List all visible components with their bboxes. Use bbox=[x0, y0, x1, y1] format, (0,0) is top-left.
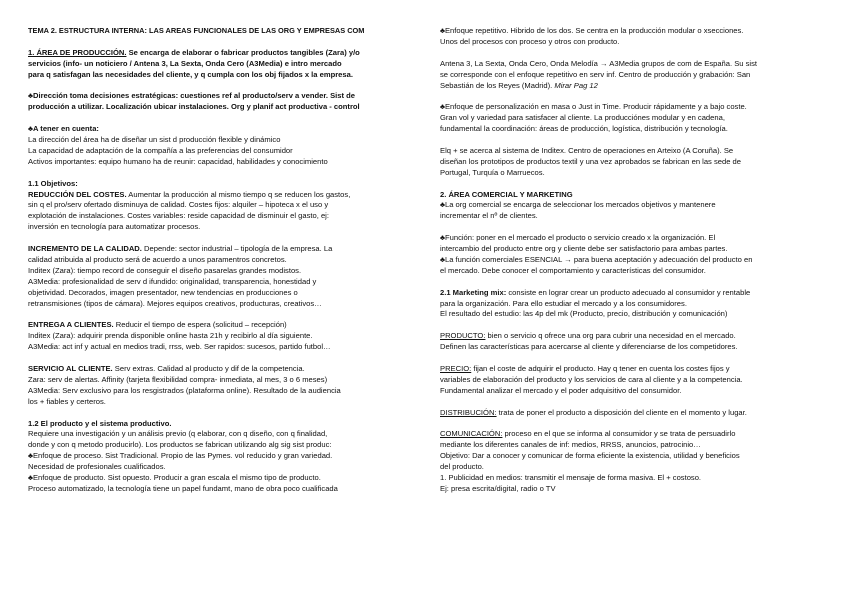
text-line: del producto. bbox=[440, 462, 484, 472]
section-heading-produccion: 1. ÁREA DE PRODUCCIÓN. bbox=[28, 47, 127, 57]
text-line: Portugal, Turquía o Marruecos. bbox=[440, 167, 545, 177]
text-line: ♣Enfoque repetitivo. Hibrido de los dos. Se centra en la producción modular o xsecciones. bbox=[440, 26, 744, 35]
section-produccion-line: 1. ÁREA DE PRODUCCIÓN. Se encarga de elaborar o fabricar productos tangibles (Zara) y/o bbox=[28, 47, 360, 57]
subsection-heading-marketing-mix: 2.1 Marketing mix: bbox=[440, 287, 507, 297]
text-line: Inditex (Zara): adquirir prenda disponible online hasta 21h y recibirlo al día siguiente. bbox=[28, 331, 313, 341]
objetivo-calidad-line: INCREMENTO DE LA CALIDAD. Depende: sector industrial – tipología de la empresa. La bbox=[28, 244, 333, 254]
text-line: ♣Enfoque de proceso. Sist Tradicional. Propio de las Pymes. vol reducido y gran variedad. bbox=[28, 451, 333, 461]
subsection-heading-objetivos: 1.1 Objetivos: bbox=[28, 178, 78, 188]
text-line: Proceso automatizado, la tecnología tiene un papel fundamt, mano de obra poco cualificada bbox=[28, 483, 338, 493]
text-line: ♣Dirección toma decisiones estratégicas: cuestiones ref al producto/serv a vender. Sist de bbox=[28, 91, 355, 101]
document-title: TEMA 2. ESTRUCTURA INTERNA: LAS AREAS FUNCIONALES DE LAS ORG Y EMPRESAS COM bbox=[28, 26, 365, 35]
term-distribucion: DISTRIBUCIÓN: bbox=[440, 407, 497, 417]
text-line: Elq + se acerca al sistema de Inditex. Centro de operaciones en Arteixo (A Coruña). Se bbox=[440, 145, 734, 155]
objetivo-servicio-line: SERVICIO AL CLIENTE. Serv extras. Calidad al producto y dif de la competencia. bbox=[28, 363, 305, 373]
text-line: ♣La org comercial se encarga de seleccionar los mercados objetivos y mantenere bbox=[440, 200, 716, 210]
text-line: ♣Función: poner en el mercado el producto o servicio creado x la organización. El bbox=[440, 233, 716, 243]
text-line: ♣A tener en cuenta: bbox=[28, 124, 99, 134]
text-line: Ej: presa escrita/digital, radio o TV bbox=[440, 483, 556, 493]
text-line: Activos importantes: equipo humano ha de reunir: capacidad, habilidades y conocimiento bbox=[28, 156, 328, 166]
text-line: diseñan los prototipos de productos textil y una vez aprobados se fabrican en las sede de bbox=[440, 156, 741, 166]
text-line: mediante los diferentes canales de inf: medios, RRSS, anuncios, patrocinio… bbox=[440, 440, 701, 450]
text-line: para q satisfagan las necesidades del cliente, y q cumpla con los obj fijados x la empresa. bbox=[28, 69, 353, 79]
text-line: ♣Enfoque de producto. Sist opuesto. Producir a gran escala el mismo tipo de producto. bbox=[28, 473, 321, 483]
term-precio: PRECIO: bbox=[440, 363, 472, 373]
text-line: para la organización. Para ello estudiar el mercado y a los consumidores. bbox=[440, 298, 687, 308]
section-heading-comercial: 2. ÁREA COMERCIAL Y MARKETING bbox=[440, 189, 573, 199]
text-line: los + fiables y certeros. bbox=[28, 396, 106, 406]
text-line: Zara: serv de alertas. Affinity (tarjeta flexibilidad compra- inmediata, al mes, 3 o 6 meses) bbox=[28, 374, 328, 384]
text-line: se corresponde con el enfoque repetitivo en serv inf. Centro de producción y grabación: San bbox=[440, 69, 751, 79]
right-column bbox=[440, 26, 826, 495]
precio-line: PRECIO: fijan el coste de adquirir el producto. Hay q tener en cuenta los costes fijos y bbox=[440, 363, 730, 373]
text-line: variables de elaboración del producto y los servicios de cara al cliente y a la competencia. bbox=[440, 374, 743, 384]
page-reference: Mirar Pag 12 bbox=[554, 80, 598, 90]
text-line: Fundamental analizar el mercado y el poder adquisitivo del consumidor. bbox=[440, 385, 682, 395]
term-comunicacion: COMUNICACIÓN: bbox=[440, 429, 503, 439]
term-producto: PRODUCTO: bbox=[440, 331, 486, 341]
producto-line: PRODUCTO: bien o servicio q ofrece una org para cubrir una necesidad en el mercado. bbox=[440, 331, 736, 341]
text-line: Antena 3, La Sexta, Onda Cero, Onda Melodía → A3Media grupos de com de España. Su sist bbox=[440, 58, 758, 68]
subsection-heading-producto: 1.2 El producto y el sistema productivo. bbox=[28, 418, 172, 428]
left-column bbox=[28, 26, 422, 495]
text-line: el mercado. Debe conocer el comportamiento y características del consumidor. bbox=[440, 265, 706, 275]
text-line: Gran vol y variedad para satisfacer al cliente. La producciónes modular y en cadena, bbox=[440, 113, 725, 123]
text-line: retransmisiones (tipos de cámara). Mejores equipos creativos, producturas, creativos… bbox=[28, 298, 322, 308]
text-line: Necesidad de profesionales cualificados. bbox=[28, 462, 166, 472]
text-line: Inditex (Zara): tiempo record de conseguir el diseño pasarelas grandes modistos. bbox=[28, 265, 302, 275]
comunicacion-line: COMUNICACIÓN: proceso en el que se informa al consumidor y se trata de persuadirlo bbox=[440, 429, 736, 439]
text-line: A3Media: profesionalidad de serv d ifundido: originalidad, transparencia, honestidad y bbox=[28, 276, 317, 286]
text-line: ♣Enfoque de personalización en masa o Just in Time. Producir rápidamente y a bajo coste. bbox=[440, 102, 747, 112]
text-line: Sebastián de los Reyes (Madrid). Mirar Pag 12 bbox=[440, 80, 598, 90]
text-line: La dirección del área ha de diseñar un sist d producción flexible y dinámico bbox=[28, 135, 281, 145]
text-line: Definen las características para acercarse al cliente y diferenciarse de los competidores. bbox=[440, 342, 738, 352]
text-line: Objetivo: Dar a conocer y comunicar de forma eficiente la existencia, utilidad y beneficios bbox=[440, 451, 740, 461]
distribucion-line: DISTRIBUCIÓN: trata de poner el producto a disposición del cliente en el momento y lugar. bbox=[440, 407, 747, 417]
text-line: A3Media: Serv exclusivo para los resgistrados (plataforma online). Resultado de la audiencia bbox=[28, 385, 341, 395]
text-line: Unos del procesos con proceso y otros con producto. bbox=[440, 36, 620, 46]
text-line: servicios (info- un noticiero / Antena 3, La Sexta, Onda Cero (A3Media) e intro mercado bbox=[28, 58, 342, 68]
objetivo-entrega-line: ENTREGA A CLIENTES. Reducir el tiempo de espera (solicitud – recepción) bbox=[28, 320, 287, 330]
text-line: calidad atribuida al producto será de acuerdo a unos paramentros concretos. bbox=[28, 254, 287, 264]
objetivo-reduccion-line: REDUCCIÓN DEL COSTES. Aumentar la producción al mismo tiempo q se reducen los gastos, bbox=[28, 189, 351, 199]
text-line: objetividad. Decorados, imagen presentador, new tendencias en producciones o bbox=[28, 287, 298, 297]
text-line: incrementar el nº de clientes. bbox=[440, 211, 538, 221]
text-line: 1. Publicidad en medios: transmitir el mensaje de forma masiva. El + costoso. bbox=[440, 473, 702, 482]
text-line: La capacidad de adaptación de la compañía a las preferencias del consumidor bbox=[28, 145, 293, 155]
text-line: producción a utilizar. Localización ubicar instalaciones. Org y planif act productiva - control bbox=[28, 102, 360, 112]
text-line: intercambio del producto entre org y cliente debe ser satisfactorio para ambas partes. bbox=[440, 244, 728, 254]
text-line: Requiere una investigación y un análisis previo (q elaborar, con q diseño, con q finalidad, bbox=[28, 429, 328, 439]
text-line: sin q el pro/serv ofertado disminuya de calidad. Costes fijos: alquiler – hipoteca x el uso y bbox=[28, 200, 329, 210]
text-line: explotación de instalaciones. Costes variables: reside capacidad de disminuir el gasto, ej: bbox=[28, 211, 329, 221]
subsection-marketing-mix-line: 2.1 Marketing mix: consiste en lograr crear un producto adecuado al consumidor y rentable bbox=[440, 287, 751, 297]
text-line: donde y con q metodo producirlo). Los productos se fabrican utilizando alg sig sist produc: bbox=[28, 440, 332, 450]
text-line: A3Media: act inf y actual en medios tradi, rrss, web. Ser rapidos: sucesos, partido futbol… bbox=[28, 342, 331, 352]
text-line: ♣La función comerciales ESENCIAL → para buena aceptación y adecuación del producto en bbox=[440, 254, 753, 264]
text-line: El resultado del estudio: las 4p del mk (Producto, precio, distribución y comunicación) bbox=[440, 309, 728, 319]
text-line: fundamental la coordinación: áreas de producción, logística, distribución y tecnología. bbox=[440, 124, 728, 134]
text-line: inversión en tecnología para automatizar procesos. bbox=[28, 222, 201, 232]
